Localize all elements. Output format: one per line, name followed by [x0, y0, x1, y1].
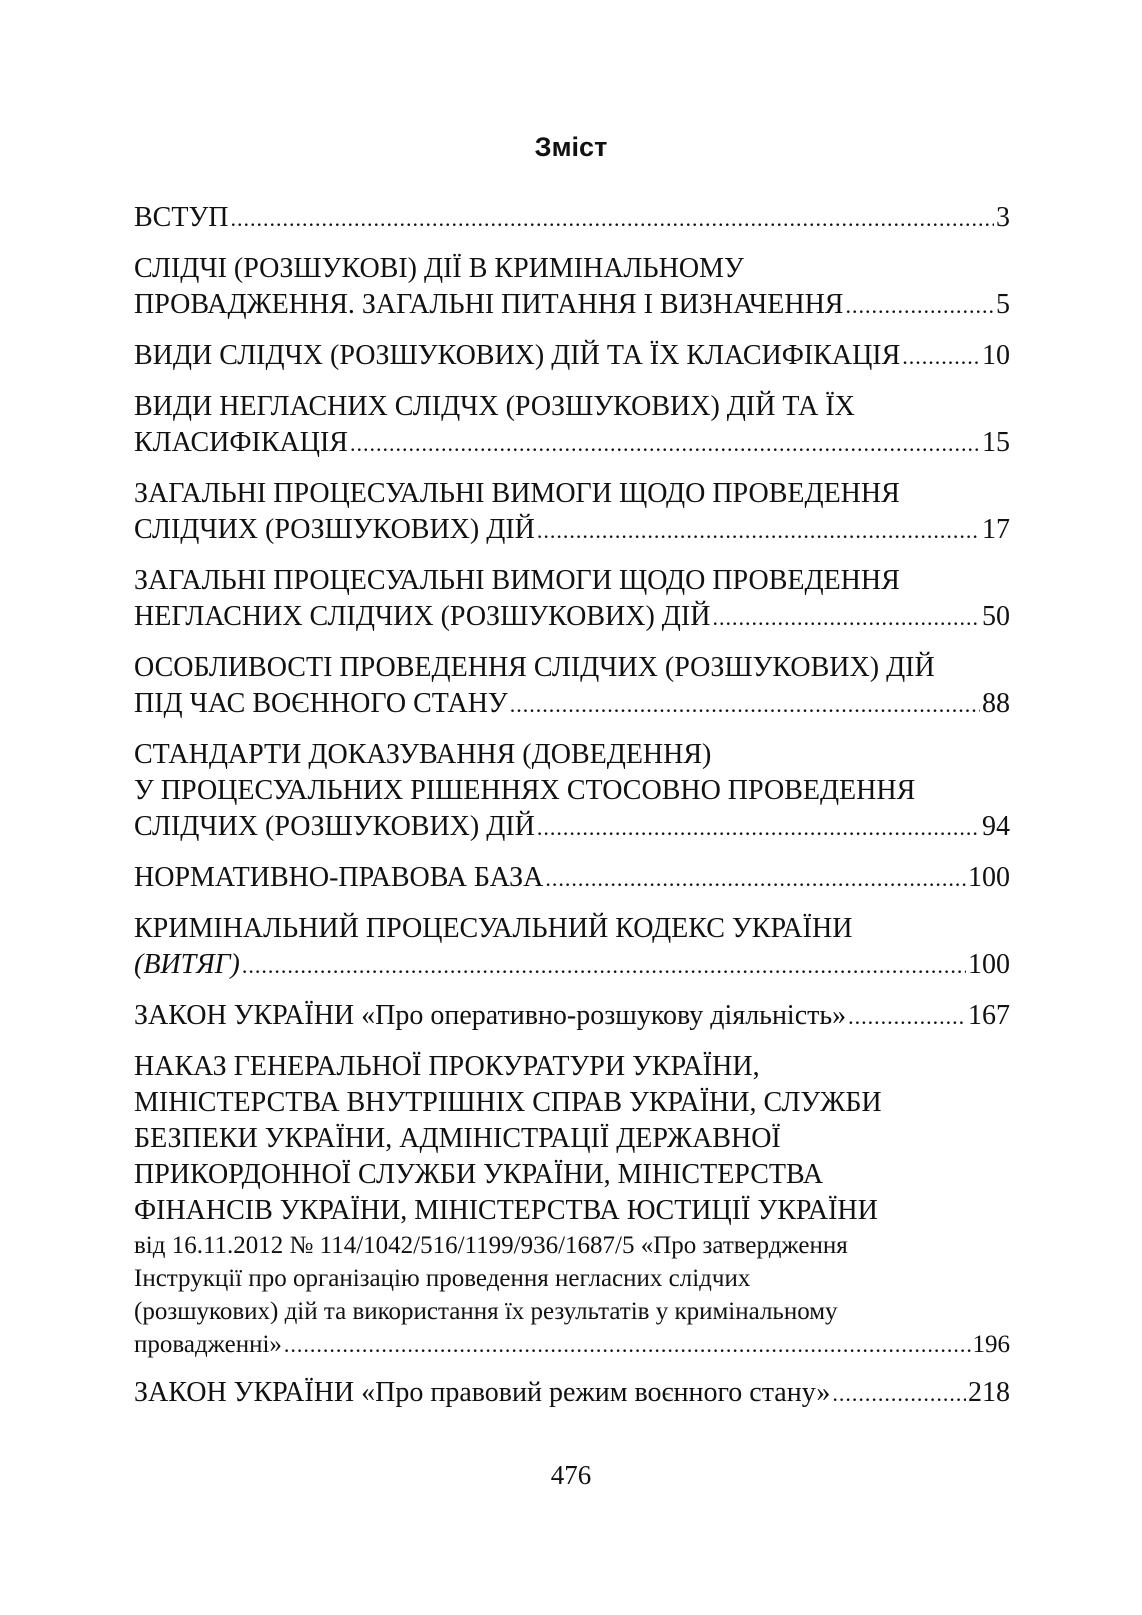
dot-leader: [902, 339, 980, 375]
toc-entry: [134, 998, 1010, 1035]
dot-leader: [848, 999, 966, 1035]
toc-entry: [134, 737, 1010, 846]
toc-entry: [134, 200, 1010, 237]
toc-entry-title: ВИДИ СЛІДЧХ (РОЗШУКОВИХ) ДІЙ ТА ЇХ КЛАСИФІКАЦІЯ: [134, 340, 901, 371]
toc-entry-line: СЛІДЧІ (РОЗШУКОВІ) ДІЇ В КРИМІНАЛЬНОМУ: [134, 253, 744, 284]
toc-entry-line: від 16.11.2012 № 114/1042/516/1199/936/1687/5 «Про затвердження: [134, 1232, 848, 1259]
toc-entry-title: СЛІДЧИХ (РОЗШУКОВИХ) ДІЙ: [134, 811, 535, 842]
toc-entry-line: ЗАГАЛЬНІ ПРОЦЕСУАЛЬНІ ВИМОГИ ЩОДО ПРОВЕДЕННЯ: [134, 478, 900, 509]
toc-entry-line: ПРИКОРДОННОЇ СЛУЖБИ УКРАЇНИ, МІНІСТЕРСТВА: [134, 1159, 824, 1190]
dot-leader: [545, 861, 966, 897]
toc-page-number: 167: [968, 1000, 1010, 1031]
dot-leader: [832, 1376, 966, 1412]
toc-entry: [134, 1375, 1010, 1412]
dot-leader: [845, 288, 994, 324]
dot-leader: [242, 948, 966, 984]
toc-page-number: 10: [982, 340, 1010, 371]
toc-page-number: 3: [996, 202, 1010, 233]
toc-page-number: 15: [982, 427, 1010, 458]
toc-entry-title: (ВИТЯГ): [134, 949, 240, 980]
toc-entry-line: (розшукових) дій та використання їх результатів у кримінальному: [134, 1298, 838, 1325]
toc-entry-line: НАКАЗ ГЕНЕРАЛЬНОЇ ПРОКУРАТУРИ УКРАЇНИ,: [134, 1051, 760, 1082]
toc-entry: [134, 476, 1010, 549]
toc-entry: [134, 1049, 1010, 1361]
toc-entry-title: ПІД ЧАС ВОЄННОГО СТАНУ: [134, 688, 508, 719]
toc-entry-title: КЛАСИФІКАЦІЯ: [134, 427, 348, 458]
page-title: Зміст: [534, 132, 608, 162]
toc-entry-line: ЗАГАЛЬНІ ПРОЦЕСУАЛЬНІ ВИМОГИ ЩОДО ПРОВЕДЕННЯ: [134, 565, 900, 596]
toc-entry-title: провадженні»: [134, 1331, 282, 1358]
toc-entry-line: КРИМІНАЛЬНИЙ ПРОЦЕСУАЛЬНИЙ КОДЕКС УКРАЇНИ: [134, 913, 853, 944]
toc-entry-title: ЗАКОН УКРАЇНИ «Про оперативно-розшукову діяльність»: [134, 1000, 847, 1031]
toc-page-number: 94: [982, 811, 1010, 842]
toc-entry-title: ЗАКОН УКРАЇНИ «Про правовий режим воєнного стану»: [134, 1377, 831, 1408]
toc-entry-line: СТАНДАРТИ ДОКАЗУВАННЯ (ДОВЕДЕННЯ): [134, 739, 712, 770]
toc-entry: [134, 563, 1010, 636]
dot-leader: [510, 687, 980, 723]
toc-entry-line: ОСОБЛИВОСТІ ПРОВЕДЕННЯ СЛІДЧИХ (РОЗШУКОВИХ) ДІЙ: [134, 652, 935, 683]
toc-page-number: 17: [982, 514, 1010, 545]
toc-entry-title: СЛІДЧИХ (РОЗШУКОВИХ) ДІЙ: [134, 514, 535, 545]
toc-entry-title: ПРОВАДЖЕННЯ. ЗАГАЛЬНІ ПИТАННЯ І ВИЗНАЧЕННЯ: [134, 289, 844, 320]
table-of-contents: [134, 200, 1010, 1426]
toc-page-number: 100: [968, 862, 1010, 893]
toc-page-number: 196: [972, 1331, 1010, 1358]
toc-entry: [134, 251, 1010, 324]
toc-entry-title: НЕГЛАСНИХ СЛІДЧИХ (РОЗШУКОВИХ) ДІЙ: [134, 601, 711, 632]
toc-entry-line: БЕЗПЕКИ УКРАЇНИ, АДМІНІСТРАЦІЇ ДЕРЖАВНОЇ: [134, 1123, 781, 1154]
toc-entry-line: У ПРОЦЕСУАЛЬНИХ РІШЕННЯХ СТОСОВНО ПРОВЕДЕННЯ: [134, 775, 916, 806]
toc-page-number: 50: [982, 601, 1010, 632]
toc-page-number: 218: [968, 1377, 1010, 1408]
dot-leader: [350, 426, 980, 462]
toc-page-number: 5: [996, 289, 1010, 320]
dot-leader: [537, 810, 980, 846]
toc-entry-line: ВИДИ НЕГЛАСНИХ СЛІДЧХ (РОЗШУКОВИХ) ДІЙ ТА ЇХ: [134, 391, 855, 422]
toc-entry-line: МІНІСТЕРСТВА ВНУТРІШНІХ СПРАВ УКРАЇНИ, СЛУЖБИ: [134, 1087, 882, 1118]
dot-leader: [231, 201, 995, 237]
toc-entry-line: ФІНАНСІВ УКРАЇНИ, МІНІСТЕРСТВА ЮСТИЦІЇ УКРАЇНИ: [134, 1195, 878, 1226]
toc-page-number: 88: [982, 688, 1010, 719]
toc-entry-line: Інструкції про організацію проведення негласних слідчих: [134, 1265, 751, 1292]
dot-leader: [712, 600, 980, 636]
toc-entry: [134, 911, 1010, 984]
dot-leader: [537, 513, 980, 549]
toc-page-number: 100: [968, 949, 1010, 980]
page-number: 476: [550, 1460, 592, 1490]
toc-entry: [134, 650, 1010, 723]
toc-entry: [134, 338, 1010, 375]
toc-entry: [134, 389, 1010, 462]
dot-leader: [284, 1328, 971, 1361]
toc-entry-title: НОРМАТИВНО-ПРАВОВА БАЗА: [134, 862, 544, 893]
toc-entry: [134, 860, 1010, 897]
toc-entry-title: ВСТУП: [134, 202, 229, 233]
